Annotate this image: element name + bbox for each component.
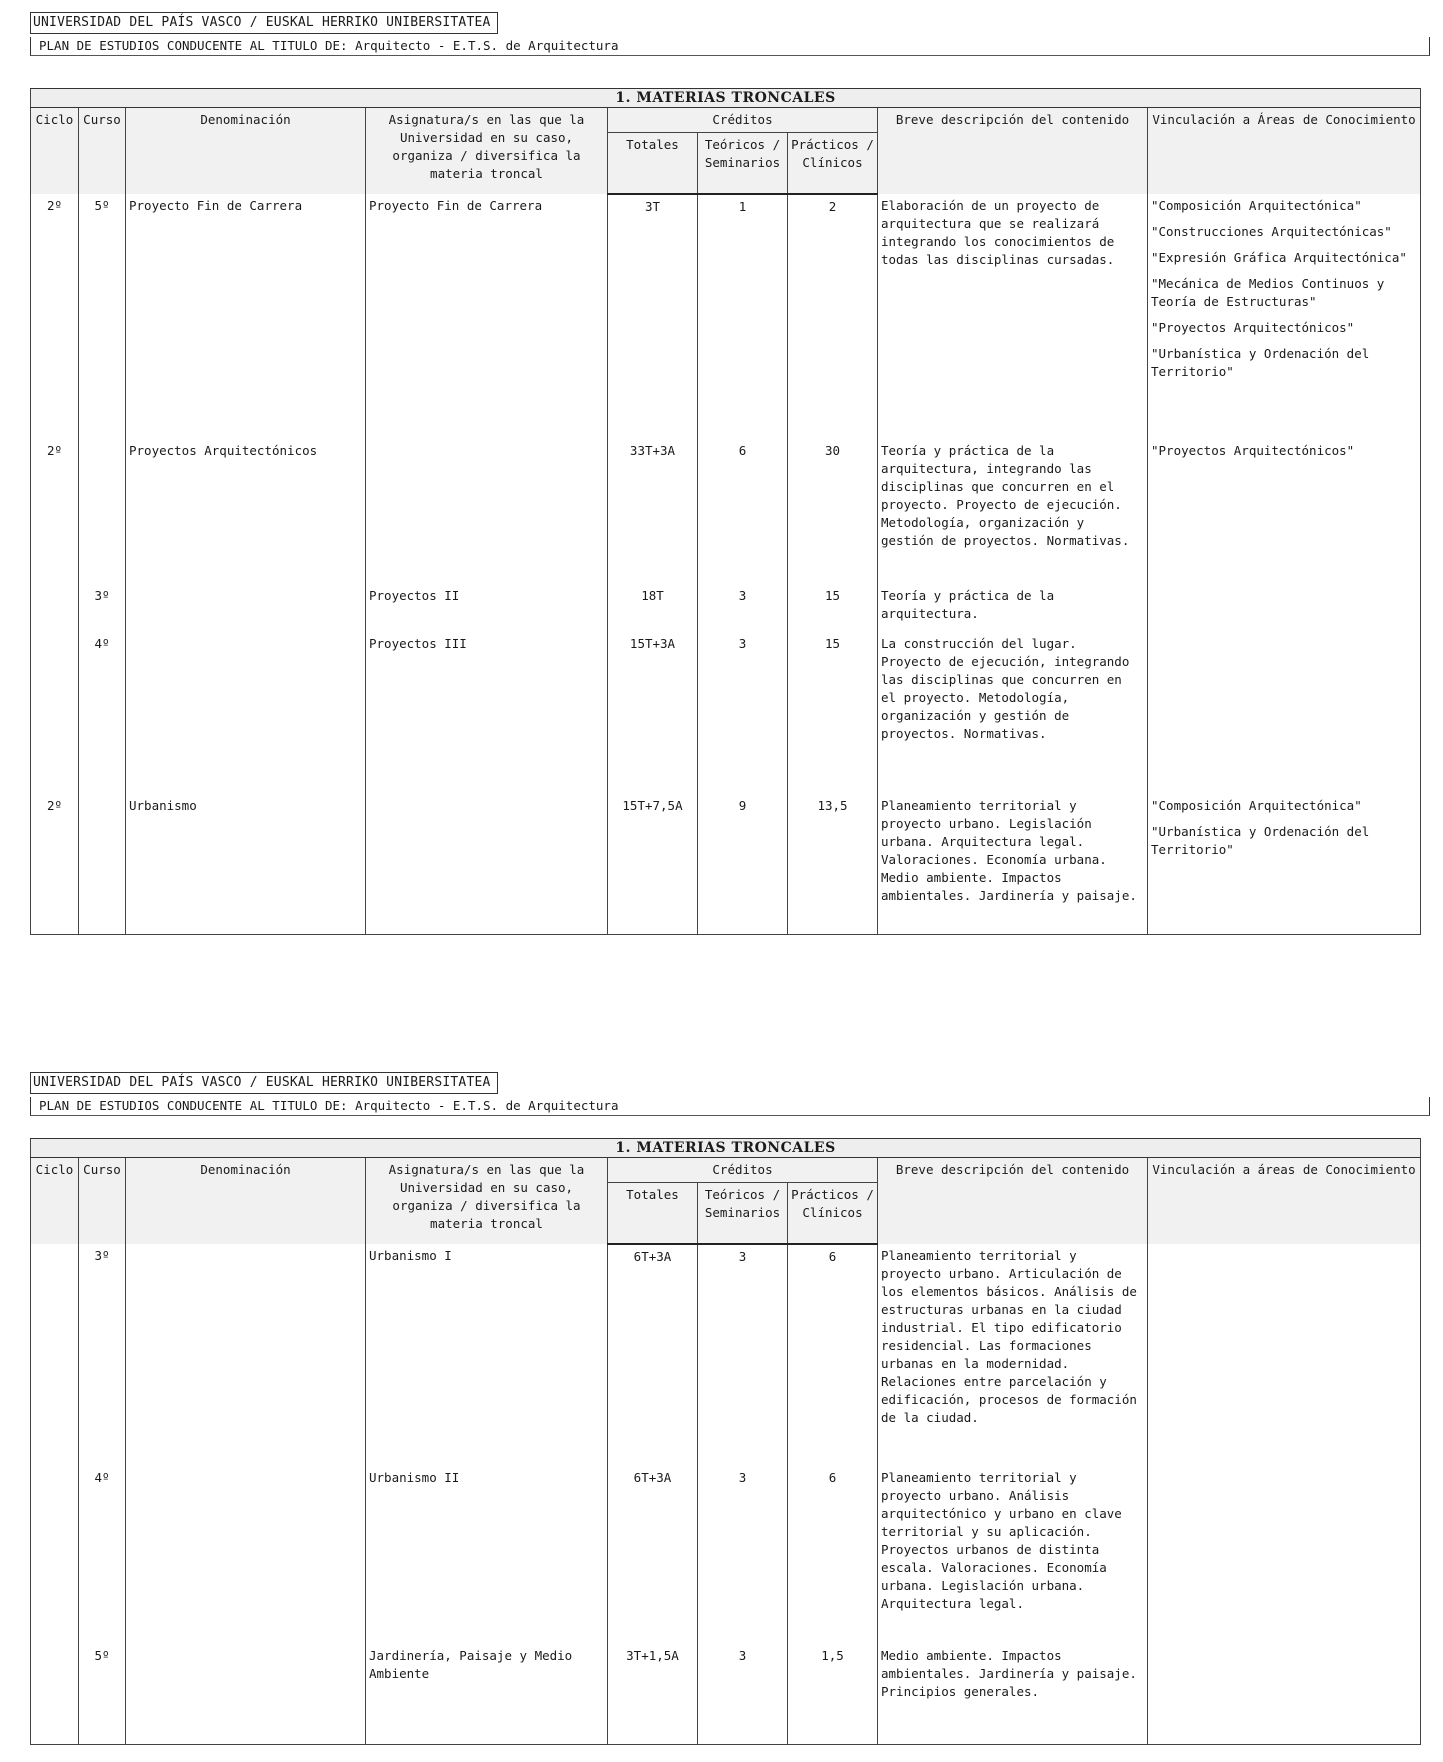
cell-ciclo: [31, 1644, 79, 1744]
cell-areas: [1148, 194, 1421, 439]
cell-teoricos: 3: [698, 584, 788, 632]
cell-teoricos: 3: [698, 1244, 788, 1466]
cell-areas: [1148, 632, 1421, 794]
cell-practicos: 6: [788, 1466, 878, 1644]
cell-ciclo: [31, 1244, 79, 1466]
cell-curso: 4º: [79, 1466, 126, 1644]
table-row: [31, 439, 1421, 584]
area-item: "Composición Arquitectónica": [1151, 198, 1362, 213]
cell-areas: [1148, 439, 1421, 584]
cell-denominacion: [126, 1466, 366, 1644]
col-curso: Curso: [79, 108, 126, 195]
plan-header: PLAN DE ESTUDIOS CONDUCENTE AL TITULO DE: Arquitecto - E.T.S. de Arquitectura: [30, 37, 1430, 56]
cell-asignatura: [366, 794, 608, 934]
cell-curso: 3º: [79, 1244, 126, 1466]
table-row: [31, 1466, 1421, 1644]
cell-denominacion: [126, 584, 366, 632]
cell-teoricos: 3: [698, 1466, 788, 1644]
cell-curso: 5º: [79, 1644, 126, 1744]
cell-areas: [1148, 1466, 1421, 1644]
cell-ciclo: [31, 632, 79, 794]
col-vinculacion: Vinculación a áreas de Conocimiento: [1148, 1158, 1421, 1245]
table-title: 1. MATERIAS TRONCALES: [31, 89, 1421, 108]
cell-ciclo: [31, 1466, 79, 1644]
cell-areas: [1148, 584, 1421, 632]
cell-teoricos: 3: [698, 632, 788, 794]
area-item: "Proyectos Arquitectónicos": [1151, 443, 1355, 458]
cell-areas: [1148, 1244, 1421, 1466]
cell-descripcion: Teoría y práctica de la arquitectura, integrando las disciplinas que concurren en el proyecto. Proyecto de ejecución. Metodología, organización y gestión de proyectos. Normativas.: [878, 439, 1148, 584]
area-item: "Mecánica de Medios Continuos y Teoría de Estructuras": [1151, 276, 1385, 309]
cell-descripcion: Medio ambiente. Impactos ambientales. Jardinería y paisaje. Principios generales.: [878, 1644, 1148, 1744]
cell-asignatura: [366, 439, 608, 584]
cell-practicos: 1,5: [788, 1644, 878, 1744]
cell-asignatura: Proyectos III: [366, 632, 608, 794]
cell-ciclo: [31, 584, 79, 632]
cell-descripcion: Planeamiento territorial y proyecto urbano. Legislación urbana. Arquitectura legal. Valoraciones. Economía urbana. Medio ambiente. Impactos ambientales. Jardinería y paisaje.: [878, 794, 1148, 934]
cell-descripcion: Elaboración de un proyecto de arquitectura que se realizará integrando los conocimientos de todas las disciplinas cursadas.: [878, 194, 1148, 439]
cell-areas: [1148, 1644, 1421, 1744]
col-descripcion: Breve descripción del contenido: [878, 108, 1148, 195]
cell-totales: 6T+3A: [608, 1466, 698, 1644]
table-row: [31, 1244, 1421, 1466]
cell-asignatura: Jardinería, Paisaje y Medio Ambiente: [366, 1644, 608, 1744]
area-item: "Expresión Gráfica Arquitectónica": [1151, 250, 1407, 265]
cell-totales: 15T+3A: [608, 632, 698, 794]
cell-denominacion: [126, 1644, 366, 1744]
cell-teoricos: 3: [698, 1644, 788, 1744]
col-totales: Totales: [608, 1183, 698, 1245]
col-asignatura: Asignatura/s en las que la Universidad en su caso, organiza / diversifica la materia troncal: [366, 1158, 608, 1245]
cell-practicos: 2: [788, 194, 878, 439]
cell-areas: [1148, 794, 1421, 934]
col-ciclo: Ciclo: [31, 1158, 79, 1245]
cell-curso: [79, 794, 126, 934]
col-descripcion: Breve descripción del contenido: [878, 1158, 1148, 1245]
cell-totales: 3T: [608, 194, 698, 439]
cell-teoricos: 1: [698, 194, 788, 439]
table-row: [31, 794, 1421, 934]
cell-denominacion: [126, 1244, 366, 1466]
cell-practicos: 15: [788, 632, 878, 794]
table-row: [31, 1644, 1421, 1744]
table-row: [31, 584, 1421, 632]
cell-asignatura: Urbanismo I: [366, 1244, 608, 1466]
cell-totales: 15T+7,5A: [608, 794, 698, 934]
cell-ciclo: 2º: [31, 794, 79, 934]
table-row: [31, 194, 1421, 439]
cell-descripcion: Planeamiento territorial y proyecto urbano. Articulación de los elementos básicos. Análisis de estructuras urbanas en la ciudad industrial. El tipo edificatorio residencial. Las formaciones urbanas en la modernidad. Relaciones entre parcelación y edificación, procesos de formación de la ciudad.: [878, 1244, 1148, 1466]
materias-table-2: [30, 1138, 1421, 1745]
university-header: UNIVERSIDAD DEL PAÍS VASCO / EUSKAL HERRIKO UNIBERSITATEA: [30, 1072, 498, 1094]
table-title: 1. MATERIAS TRONCALES: [31, 1139, 1421, 1158]
col-denominacion: Denominación: [126, 1158, 366, 1245]
cell-teoricos: 6: [698, 439, 788, 584]
cell-curso: 3º: [79, 584, 126, 632]
cell-practicos: 15: [788, 584, 878, 632]
area-item: "Construcciones Arquitectónicas": [1151, 224, 1392, 239]
cell-practicos: 30: [788, 439, 878, 584]
cell-asignatura: Proyectos II: [366, 584, 608, 632]
cell-curso: 5º: [79, 194, 126, 439]
cell-descripcion: La construcción del lugar. Proyecto de ejecución, integrando las disciplinas que concurren en el proyecto. Metodología, organización y gestión de proyectos. Normativas.: [878, 632, 1148, 794]
cell-totales: 18T: [608, 584, 698, 632]
col-denominacion: Denominación: [126, 108, 366, 195]
area-item: "Urbanística y Ordenación del Territorio": [1151, 346, 1370, 379]
col-curso: Curso: [79, 1158, 126, 1245]
cell-totales: 3T+1,5A: [608, 1644, 698, 1744]
cell-practicos: 13,5: [788, 794, 878, 934]
cell-curso: [79, 439, 126, 584]
col-practicos: Prácticos / Clínicos: [788, 1183, 878, 1245]
cell-descripcion: Teoría y práctica de la arquitectura.: [878, 584, 1148, 632]
cell-totales: 6T+3A: [608, 1244, 698, 1466]
col-ciclo: Ciclo: [31, 108, 79, 195]
area-item: "Proyectos Arquitectónicos": [1151, 320, 1355, 335]
cell-ciclo: 2º: [31, 439, 79, 584]
col-practicos: Prácticos / Clínicos: [788, 133, 878, 195]
cell-denominacion: Proyecto Fin de Carrera: [126, 194, 366, 439]
cell-teoricos: 9: [698, 794, 788, 934]
col-teoricos: Teóricos / Seminarios: [698, 133, 788, 195]
area-item: "Composición Arquitectónica": [1151, 798, 1362, 813]
materias-table-1: [30, 88, 1421, 935]
cell-denominacion: [126, 632, 366, 794]
cell-asignatura: Urbanismo II: [366, 1466, 608, 1644]
col-totales: Totales: [608, 133, 698, 195]
col-teoricos: Teóricos / Seminarios: [698, 1183, 788, 1245]
plan-header: PLAN DE ESTUDIOS CONDUCENTE AL TITULO DE: Arquitecto - E.T.S. de Arquitectura: [30, 1097, 1430, 1116]
col-creditos: Créditos: [608, 108, 878, 133]
cell-descripcion: Planeamiento territorial y proyecto urbano. Análisis arquitectónico y urbano en clave territorial y su aplicación. Proyectos urbanos de distinta escala. Valoraciones. Economía urbana. Legislación urbana. Arquitectura legal.: [878, 1466, 1148, 1644]
col-creditos: Créditos: [608, 1158, 878, 1183]
university-header: UNIVERSIDAD DEL PAÍS VASCO / EUSKAL HERRIKO UNIBERSITATEA: [30, 12, 498, 34]
cell-denominacion: Urbanismo: [126, 794, 366, 934]
cell-practicos: 6: [788, 1244, 878, 1466]
cell-asignatura: Proyecto Fin de Carrera: [366, 194, 608, 439]
cell-curso: 4º: [79, 632, 126, 794]
cell-totales: 33T+3A: [608, 439, 698, 584]
area-item: "Urbanística y Ordenación del Territorio": [1151, 824, 1370, 857]
col-vinculacion: Vinculación a Áreas de Conocimiento: [1148, 108, 1421, 195]
cell-ciclo: 2º: [31, 194, 79, 439]
cell-denominacion: Proyectos Arquitectónicos: [126, 439, 366, 584]
col-asignatura: Asignatura/s en las que la Universidad en su caso, organiza / diversifica la materia troncal: [366, 108, 608, 195]
table-row: [31, 632, 1421, 794]
